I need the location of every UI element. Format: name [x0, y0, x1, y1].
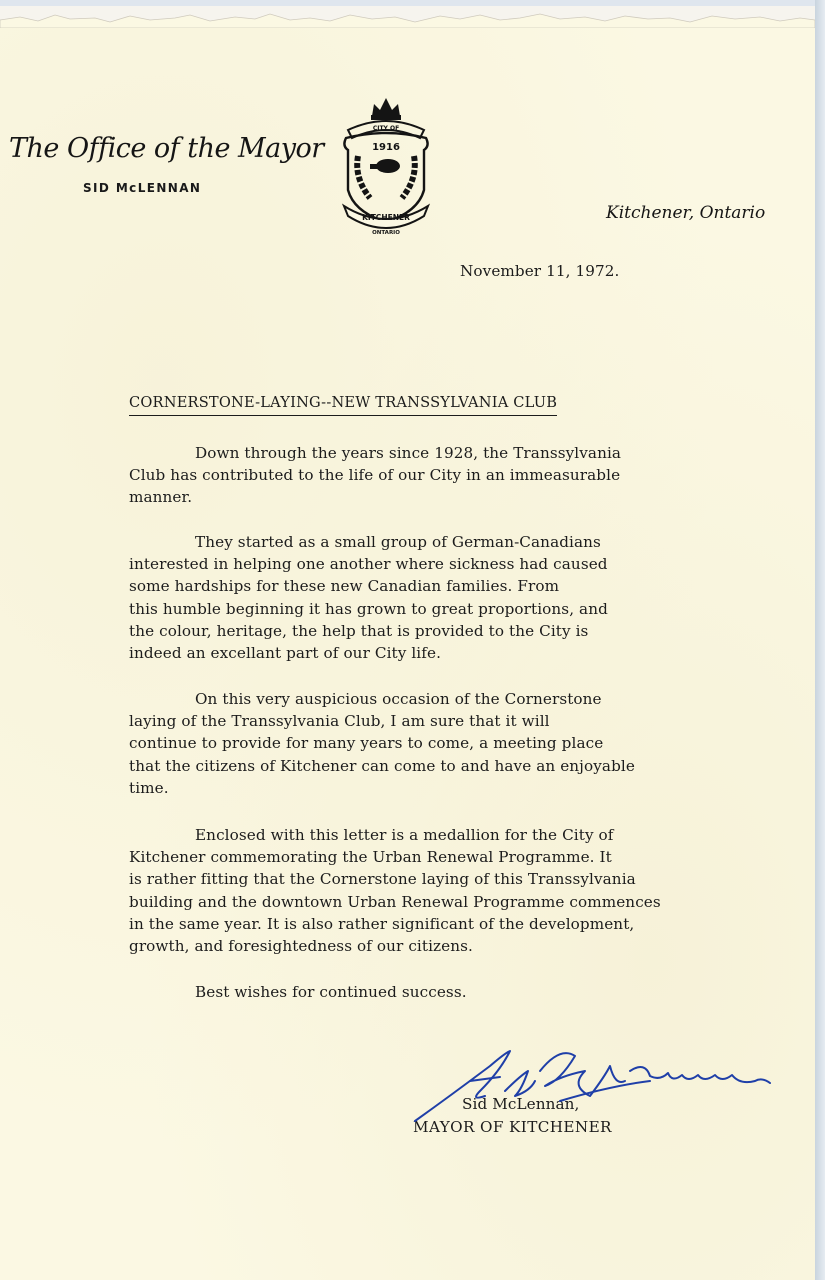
letter-page	[0, 6, 815, 1280]
paragraph-line: some hardships for these new Canadian families. From	[129, 577, 560, 596]
handwritten-signature-icon	[410, 1041, 780, 1131]
paragraph-line: in the same year. It is also rather significant of the development,	[129, 914, 635, 933]
paragraph-line: time.	[129, 778, 169, 797]
paragraph-line: laying of the Transsylvania Club, I am sure that it will	[129, 712, 550, 731]
paragraph-line: this humble beginning it has grown to great proportions, and	[129, 599, 608, 618]
letterhead-location: Kitchener, Ontario	[606, 203, 766, 223]
closing-line: Best wishes for continued success.	[195, 983, 467, 1001]
body-paragraph-3	[129, 688, 729, 799]
letter-date: November 11, 1972.	[460, 262, 620, 280]
svg-text:ONTARIO: ONTARIO	[372, 230, 400, 236]
signer-name: Sid McLennan,	[462, 1095, 580, 1113]
body-paragraph-1	[129, 442, 729, 509]
svg-text:KITCHENER: KITCHENER	[362, 213, 410, 222]
scan-edge-shadow	[815, 0, 825, 1280]
paragraph-line: They started as a small group of German-Canadians	[195, 533, 601, 551]
paragraph-line: the colour, heritage, the help that is provided to the City is	[129, 621, 589, 640]
paragraph-line: interested in helping one another where sickness had caused	[129, 555, 608, 574]
svg-text:1916: 1916	[372, 142, 400, 153]
paragraph-line: building and the downtown Urban Renewal Programme commences	[129, 892, 661, 911]
paragraph-line: is rather fitting that the Cornerstone laying of this Transsylvania	[129, 870, 636, 889]
body-paragraph-2	[129, 531, 729, 664]
letter-subject: CORNERSTONE-LAYING--NEW TRANSSYLVANIA CLUB	[129, 392, 557, 416]
paragraph-line: growth, and foresightedness of our citizens.	[129, 937, 473, 956]
svg-text:CITY OF: CITY OF	[372, 125, 400, 132]
torn-paper-edge	[0, 6, 815, 28]
letterhead-mayor-name: SID McLENNAN	[83, 181, 202, 195]
paragraph-line: Down through the years since 1928, the Transsylvania	[195, 444, 622, 462]
city-crest-icon	[334, 94, 438, 236]
paragraph-line: manner.	[129, 488, 193, 507]
paragraph-line: Kitchener commemorating the Urban Renewal Programme. It	[129, 848, 612, 867]
paragraph-line: continue to provide for many years to come, a meeting place	[129, 734, 604, 753]
office-title: The Office of the Mayor	[9, 133, 324, 164]
signer-title: MAYOR OF KITCHENER	[413, 1118, 612, 1136]
paragraph-line: Club has contributed to the life of our City in an immeasurable	[129, 466, 621, 485]
paragraph-line: indeed an excellant part of our City life.	[129, 644, 441, 663]
paragraph-line: On this very auspicious occasion of the Cornerstone	[195, 690, 602, 708]
paragraph-line: that the citizens of Kitchener can come to and have an enjoyable	[129, 756, 635, 775]
body-paragraph-4	[129, 824, 729, 957]
paragraph-line: Enclosed with this letter is a medallion for the City of	[195, 826, 614, 844]
